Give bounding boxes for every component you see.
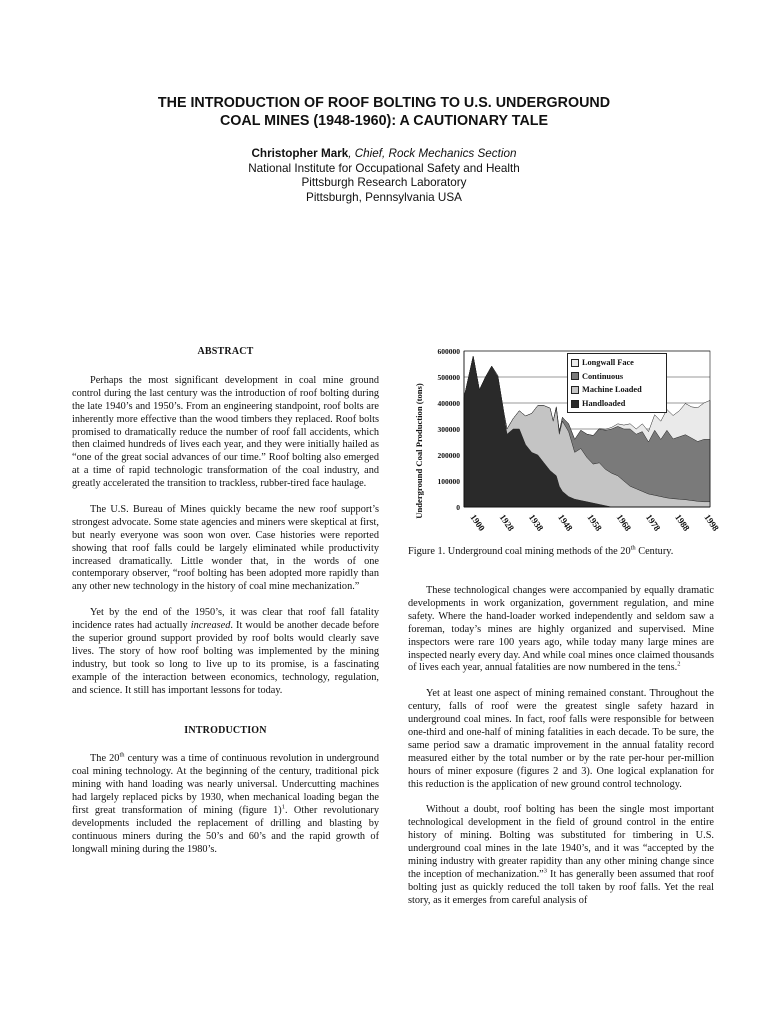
y-tick-label: 600000 — [437, 347, 460, 356]
paper-title — [60, 94, 708, 130]
author-role: , Chief, Rock Mechanics Section — [348, 147, 517, 160]
x-tick-label: 1948 — [556, 512, 575, 533]
title-line-1: THE INTRODUCTION OF ROOF BOLTING TO U.S. UNDERGROUND — [157, 95, 611, 111]
legend-label: Handloaded — [582, 398, 626, 408]
figure-1-caption: Figure 1. Underground coal mining methods of the 20th Century. — [408, 544, 674, 557]
right-paragraph-2: Yet at least one aspect of mining remained constant. Throughout the century, falls of roof were the greatest single safety hazard in underground coal mines. In fact, roof falls were responsible for between one-third and one-half of mining fatalities in each decade. To be sure, the same period saw a dramatic improvement in the annual fatality record measured either by the total number or by the rate per-hour per-million hours of miner exposure (figures 2 and 3). One logical explanation for this reduction is the application of new ground control technology. — [408, 688, 714, 790]
x-tick-label: 1988 — [673, 512, 692, 533]
x-tick-label: 1978 — [643, 512, 663, 533]
legend-label: Continuous — [582, 371, 624, 381]
right-column — [408, 585, 714, 908]
x-tick-label: 1938 — [526, 512, 546, 533]
right-paragraph-1: These technological changes were accompanied by equally dramatic developments in work organization, government regulation, and mine safety. Where the hand-loader worked independently and seldom saw a foreman, today’s mines are highly organized and supervised. Mine inspectors were rare 100 years ago, while today many large mines are inspected nearly every day. And while coal mines once claimed thousands of lives each year, annual fatalities are now numbered in the tens.$^2$ — [408, 585, 714, 674]
x-tick-label: 1958 — [585, 512, 604, 533]
abstract-paragraph-2: The U.S. Bureau of Mines quickly became the new roof support’s strongest advocate. Some state agencies and miners were skeptical at first, but nearly everyone was soon won over. Case histories were reported showing that roof falls could be largely eliminated while productivity increased dramatically. Little wonder that, in the words of one contemporary observer, “roof bolting has been adopted more rapidly than any other new technology in the history of coal mine mechanization.” — [72, 503, 379, 593]
legend-swatch — [571, 400, 579, 408]
footnote-ref-2: 2 — [677, 661, 681, 669]
y-tick-label: 100000 — [437, 477, 460, 486]
y-axis-label: Underground Coal Production (tons) — [414, 383, 424, 519]
y-tick-label: 0 — [456, 503, 460, 512]
figure-1 — [408, 343, 721, 561]
legend-swatch — [571, 372, 579, 380]
author-org-2: Pittsburgh Research Laboratory — [301, 176, 467, 190]
abstract-paragraph-3: Yet by the end of the 1950’s, it was clear that roof fall fatality incidence rates had actually increased. It would be another decade before the superior ground support provided by roof bolts would clearly save lives. The story of how roof bolting was implemented by the mining industry, but took so long to live up to its promise, is a fascinating example of the interaction between economics, technology, regulation, and science. It still has important lessons for today. — [72, 607, 379, 696]
y-tick-label: 200000 — [437, 451, 460, 460]
x-tick-label: 1928 — [497, 512, 517, 533]
x-tick-label: 1998 — [702, 512, 721, 533]
emphasis-increased: increased — [190, 620, 231, 632]
legend-entry — [571, 383, 663, 397]
left-column — [72, 346, 379, 857]
author-name: Christopher Mark — [251, 147, 349, 160]
author-org-1: National Institute for Occupational Safety and Health — [248, 161, 520, 175]
y-tick-label: 500000 — [437, 373, 460, 382]
abstract-paragraph-1: Perhaps the most significant development in coal mine ground control during the last century was the introduction of roof bolting during the late 1940’s and 1950’s. From an engineering standpoint, roof bolts are inherently more effective than the wood timbers they replaced. Roof bolts promised to dramatically reduce the number of roof fall accidents, which then claimed hundreds of lives each year, and they were initially hailed as “one of the great social advances of our time.” Roof bolting also emerged at a time of rapid technologic transformation of the coal industry, and greatly accelerated the transition to trackless, rubber-tired face haulage. — [72, 374, 379, 490]
legend-swatch — [571, 386, 579, 394]
y-tick-label: 300000 — [437, 425, 460, 434]
legend-label: Longwall Face — [582, 358, 634, 367]
footnote-ref-1: 1 — [281, 803, 285, 811]
legend-label: Machine Loaded — [582, 385, 642, 395]
legend-entry — [571, 370, 663, 384]
footnote-ref-3: 3 — [543, 867, 547, 875]
legend-swatch — [571, 359, 579, 367]
author-block — [60, 147, 708, 205]
production-area-chart — [408, 343, 721, 543]
abstract-heading: ABSTRACT — [197, 346, 254, 357]
introduction-heading: INTRODUCTION — [184, 724, 267, 736]
legend-entry — [571, 356, 663, 370]
title-line-2: COAL MINES (1948-1960): A CAUTIONARY TALE — [219, 113, 549, 129]
introduction-paragraph-1: The 20th century was a time of continuous revolution in underground coal mining technology. At the beginning of the century, traditional pick mining with hand loading was nearly universal. Undercutting machines had largely replaced picks by 1930, when mechanical loading began the first great transformation of mining (figure 1)$^1$. Other revolutionary developments included the replacement of drilling and blasting by continuous miners during the 50’s and 60’s and the rapid growth of longwall mining during the 1980’s. — [72, 752, 380, 855]
right-paragraph-3: Without a doubt, roof bolting has been the single most important technological development in the field of ground control in the entire history of mining. Bolting was substituted for timbering in U.S. underground coal mines in the late 1940’s, and it was “accepted by the mining industry with greater rapidity than any other mining change since the inception of mechanization.”$^3$ It has generally been assumed that roof bolting just as quickly reduced the toll taken by roof falls. Yet the real story, as it emerges from careful analysis of — [408, 804, 714, 906]
y-tick-label: 400000 — [437, 399, 460, 408]
chart-legend — [567, 353, 667, 413]
x-tick-label: 1968 — [614, 512, 634, 533]
author-location: Pittsburgh, Pennsylvania USA — [306, 190, 462, 204]
legend-entry — [571, 397, 663, 411]
x-tick-label: 1900 — [468, 512, 487, 533]
